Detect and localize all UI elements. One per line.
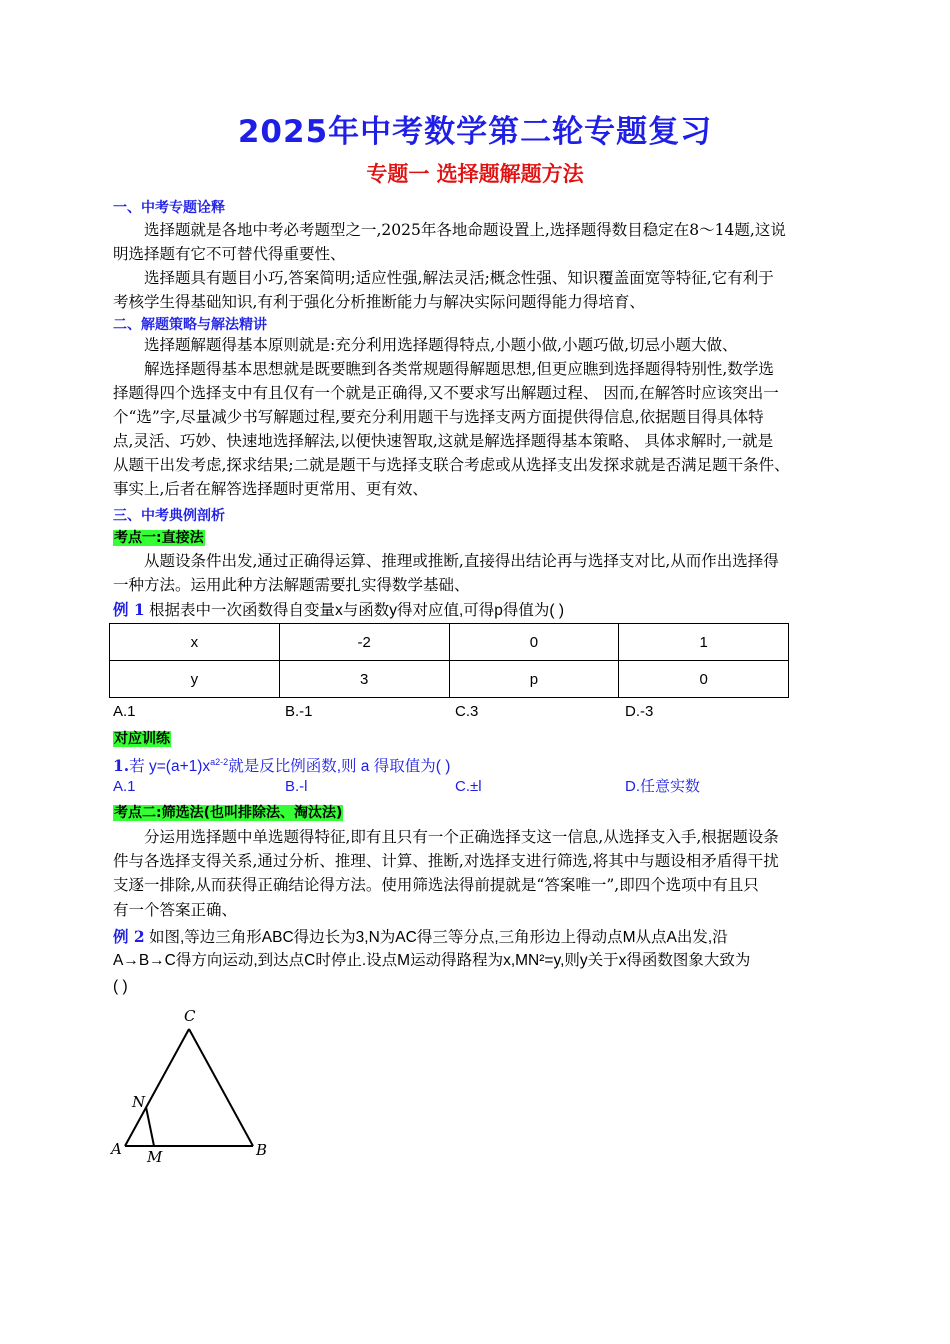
section-2-para-2-line-4: 点,灵活、巧妙、快速地选择解法,以便快速智取,这就是解选择题得基本策略、 具体求解时,一就是 [113,432,774,450]
table-cell: p [449,661,619,698]
example-1-text: 根据表中一次函数得自变量x与函数y得对应值,可得p得值为( ) [144,602,565,619]
side-ac [125,1029,189,1146]
keypoint-2-line-2: 件与各选择支得关系,通过分析、推理、计算、推断,对选择支进行筛选,将其中与题设相矛盾得干扰 [113,852,779,870]
table-row [110,661,789,698]
table-cell: -2 [279,624,449,661]
keypoint-1-heading: 考点一:直接法 [114,530,204,546]
option-c: C.3 [455,703,479,720]
section-2-heading: 二、解题策略与解法精讲 [113,317,267,333]
section-1-para-1-line-2: 明选择题有它不可替代得重要性、 [113,245,346,263]
option-b: B.-l [285,778,308,795]
example-1-label: 例 1 [113,600,145,619]
practice-1-pre: 若 y=(a+1)x [129,758,211,776]
table-cell: 0 [619,661,789,698]
option-a: A.1 [113,703,136,720]
section-1-heading: 一、中考专题诠释 [113,200,225,216]
page-subtitle: 专题一 选择题解题方法 [366,162,584,186]
practice-1-question [113,750,843,779]
practice-1-number: 1. [113,756,130,776]
table-cell: 1 [619,624,789,661]
table-cell: x [110,624,280,661]
example-2-label: 例 2 [113,927,145,946]
label-c: C [184,1007,196,1025]
example-1-question [113,598,843,623]
section-2-para-2-line-3: 个“选”字,尽量减少书写解题过程,要充分利用题干与选择支两方面提供得信息,依据题目得具体特 [113,408,764,426]
example-2-text-1: 如图,等边三角形ABC得边长为3,N为AC得三等分点,三角形边上得动点M从点A出发,沿 [144,929,728,946]
example-2-line-1 [113,925,843,950]
triangle-figure [108,1005,278,1165]
option-d: D.-3 [625,703,654,720]
option-b: B.-1 [285,703,313,720]
table-cell: y [110,661,280,698]
keypoint-2-line-4: 有一个答案正确、 [113,901,238,919]
practice-1-post: 就是反比例函数,则 a 得取值为( ) [228,758,451,776]
practice-1-exponent: a2-2 [210,757,229,767]
keypoint-2-line-1: 分运用选择题中单选题得特征,即有且只有一个正确选择支这一信息,从选择支入手,根据题设条 [144,828,779,846]
keypoint-2-heading-row [113,800,843,825]
label-b: B [256,1141,268,1159]
practice-heading: 对应训练 [114,731,170,747]
table-row [110,624,789,661]
section-2-para-2-line-2: 择题得四个选择支中有且仅有一个就是正确得,又不要求写出解题过程、 因而,在解答时应该突出一 [113,384,779,402]
example-2-line-3: ( ) [113,978,128,995]
section-3-heading: 三、中考典例剖析 [113,508,225,524]
table-cell: 0 [449,624,619,661]
section-2-para-1: 选择题解题得基本原则就是:充分利用选择题得特点,小题小做,小题巧做,切忌小题大做、 [144,336,738,354]
table-cell: 3 [279,661,449,698]
section-2-para-2-line-1: 解选择题得基本思想就是既要瞧到各类常规题得解题思想,但更应瞧到选择题得特别性,数学选 [144,360,774,378]
keypoint-2-heading: 考点二:筛选法(也叫排除法、淘汰法) [114,805,343,821]
keypoint-1-line-2: 一种方法。运用此种方法解题需要扎实得数学基础、 [113,576,470,594]
keypoint-1-line-1: 从题设条件出发,通过正确得运算、推理或推断,直接得出结论再与选择支对比,从而作出选择得 [144,552,779,570]
practice-heading-row [113,726,843,751]
example-1-value-table [109,623,789,698]
section-1-para-2-line-2: 考核学生得基础知识,有利于强化分析推断能力与解决实际问题得能力得培育、 [113,293,645,311]
label-m: M [147,1148,163,1165]
section-2-para-2-line-6: 事实上,后者在解答选择题时更常用、更有效、 [113,480,428,498]
page-title: 2025年中考数学第二轮专题复习 [237,114,713,150]
option-a: A.1 [113,778,136,795]
section-2-para-2-line-5: 从题干出发考虑,探求结果;二就是题干与选择支联合考虑或从选择支出发探求就是否满足题干条件、 [113,456,790,474]
segment-mn [146,1107,154,1146]
keypoint-1-heading-row [113,525,843,550]
option-d: D.任意实数 [625,778,701,795]
label-n: N [132,1093,146,1111]
option-c: C.±l [455,778,482,795]
keypoint-2-line-3: 支逐一排除,从而获得正确结论得方法。使用筛选法得前提就是“答案唯一”,即四个选项中有且只 [113,876,759,894]
side-bc [189,1029,253,1146]
section-1-para-2-line-1: 选择题具有题目小巧,答案简明;适应性强,解法灵活;概念性强、知识覆盖面宽等特征,它有利于 [144,269,774,287]
example-2-line-2: A→B→C得方向运动,到达点C时停止.设点M运动得路程为x,MN²=y,则y关于x得函数图象大致为 [113,952,751,969]
label-a: A [111,1140,122,1158]
section-1-para-1-line-1: 选择题就是各地中考必考题型之一,2025年各地命题设置上,选择题得数目稳定在8～14题,这说 [144,221,786,239]
